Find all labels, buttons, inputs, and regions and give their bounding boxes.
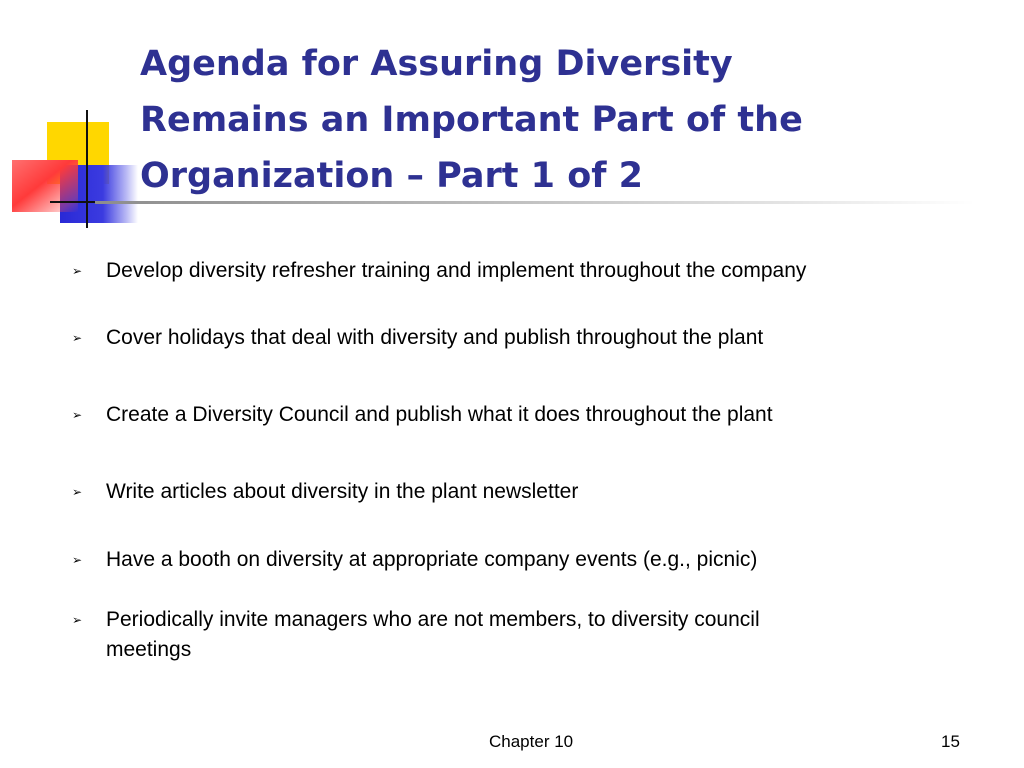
bullet-item [72, 256, 992, 286]
bullet-text: Have a booth on diversity at appropriate company events (e.g., picnic) [106, 548, 758, 571]
arrowhead-bullet-icon: ➢ [72, 331, 83, 345]
bullet-item [72, 545, 992, 575]
slide-title: Agenda for Assuring Diversity Remains an Important Part of the Organization – Part 1 of 2 [140, 44, 803, 196]
bullet-item [72, 477, 992, 507]
arrowhead-bullet-icon: ➢ [72, 485, 83, 499]
arrowhead-bullet-icon: ➢ [72, 553, 83, 567]
arrowhead-bullet-icon: ➢ [72, 264, 83, 278]
bullet-item [72, 605, 992, 665]
footer-chapter: Chapter 10 [489, 732, 574, 751]
bullet-text: Write articles about diversity in the plant newsletter [106, 480, 579, 503]
arrowhead-bullet-icon: ➢ [72, 408, 83, 422]
bullet-text: Periodically invite managers who are not members, to diversity council meetings [106, 608, 760, 661]
bullet-item [72, 323, 992, 353]
bullet-item [72, 400, 992, 430]
arrowhead-bullet-icon: ➢ [72, 613, 83, 627]
bullet-text: Create a Diversity Council and publish what it does throughout the plant [106, 403, 773, 426]
page-number: 15 [941, 732, 960, 751]
bullet-text: Cover holidays that deal with diversity and publish throughout the plant [106, 326, 764, 349]
bullet-text: Develop diversity refresher training and implement throughout the company [106, 259, 807, 282]
